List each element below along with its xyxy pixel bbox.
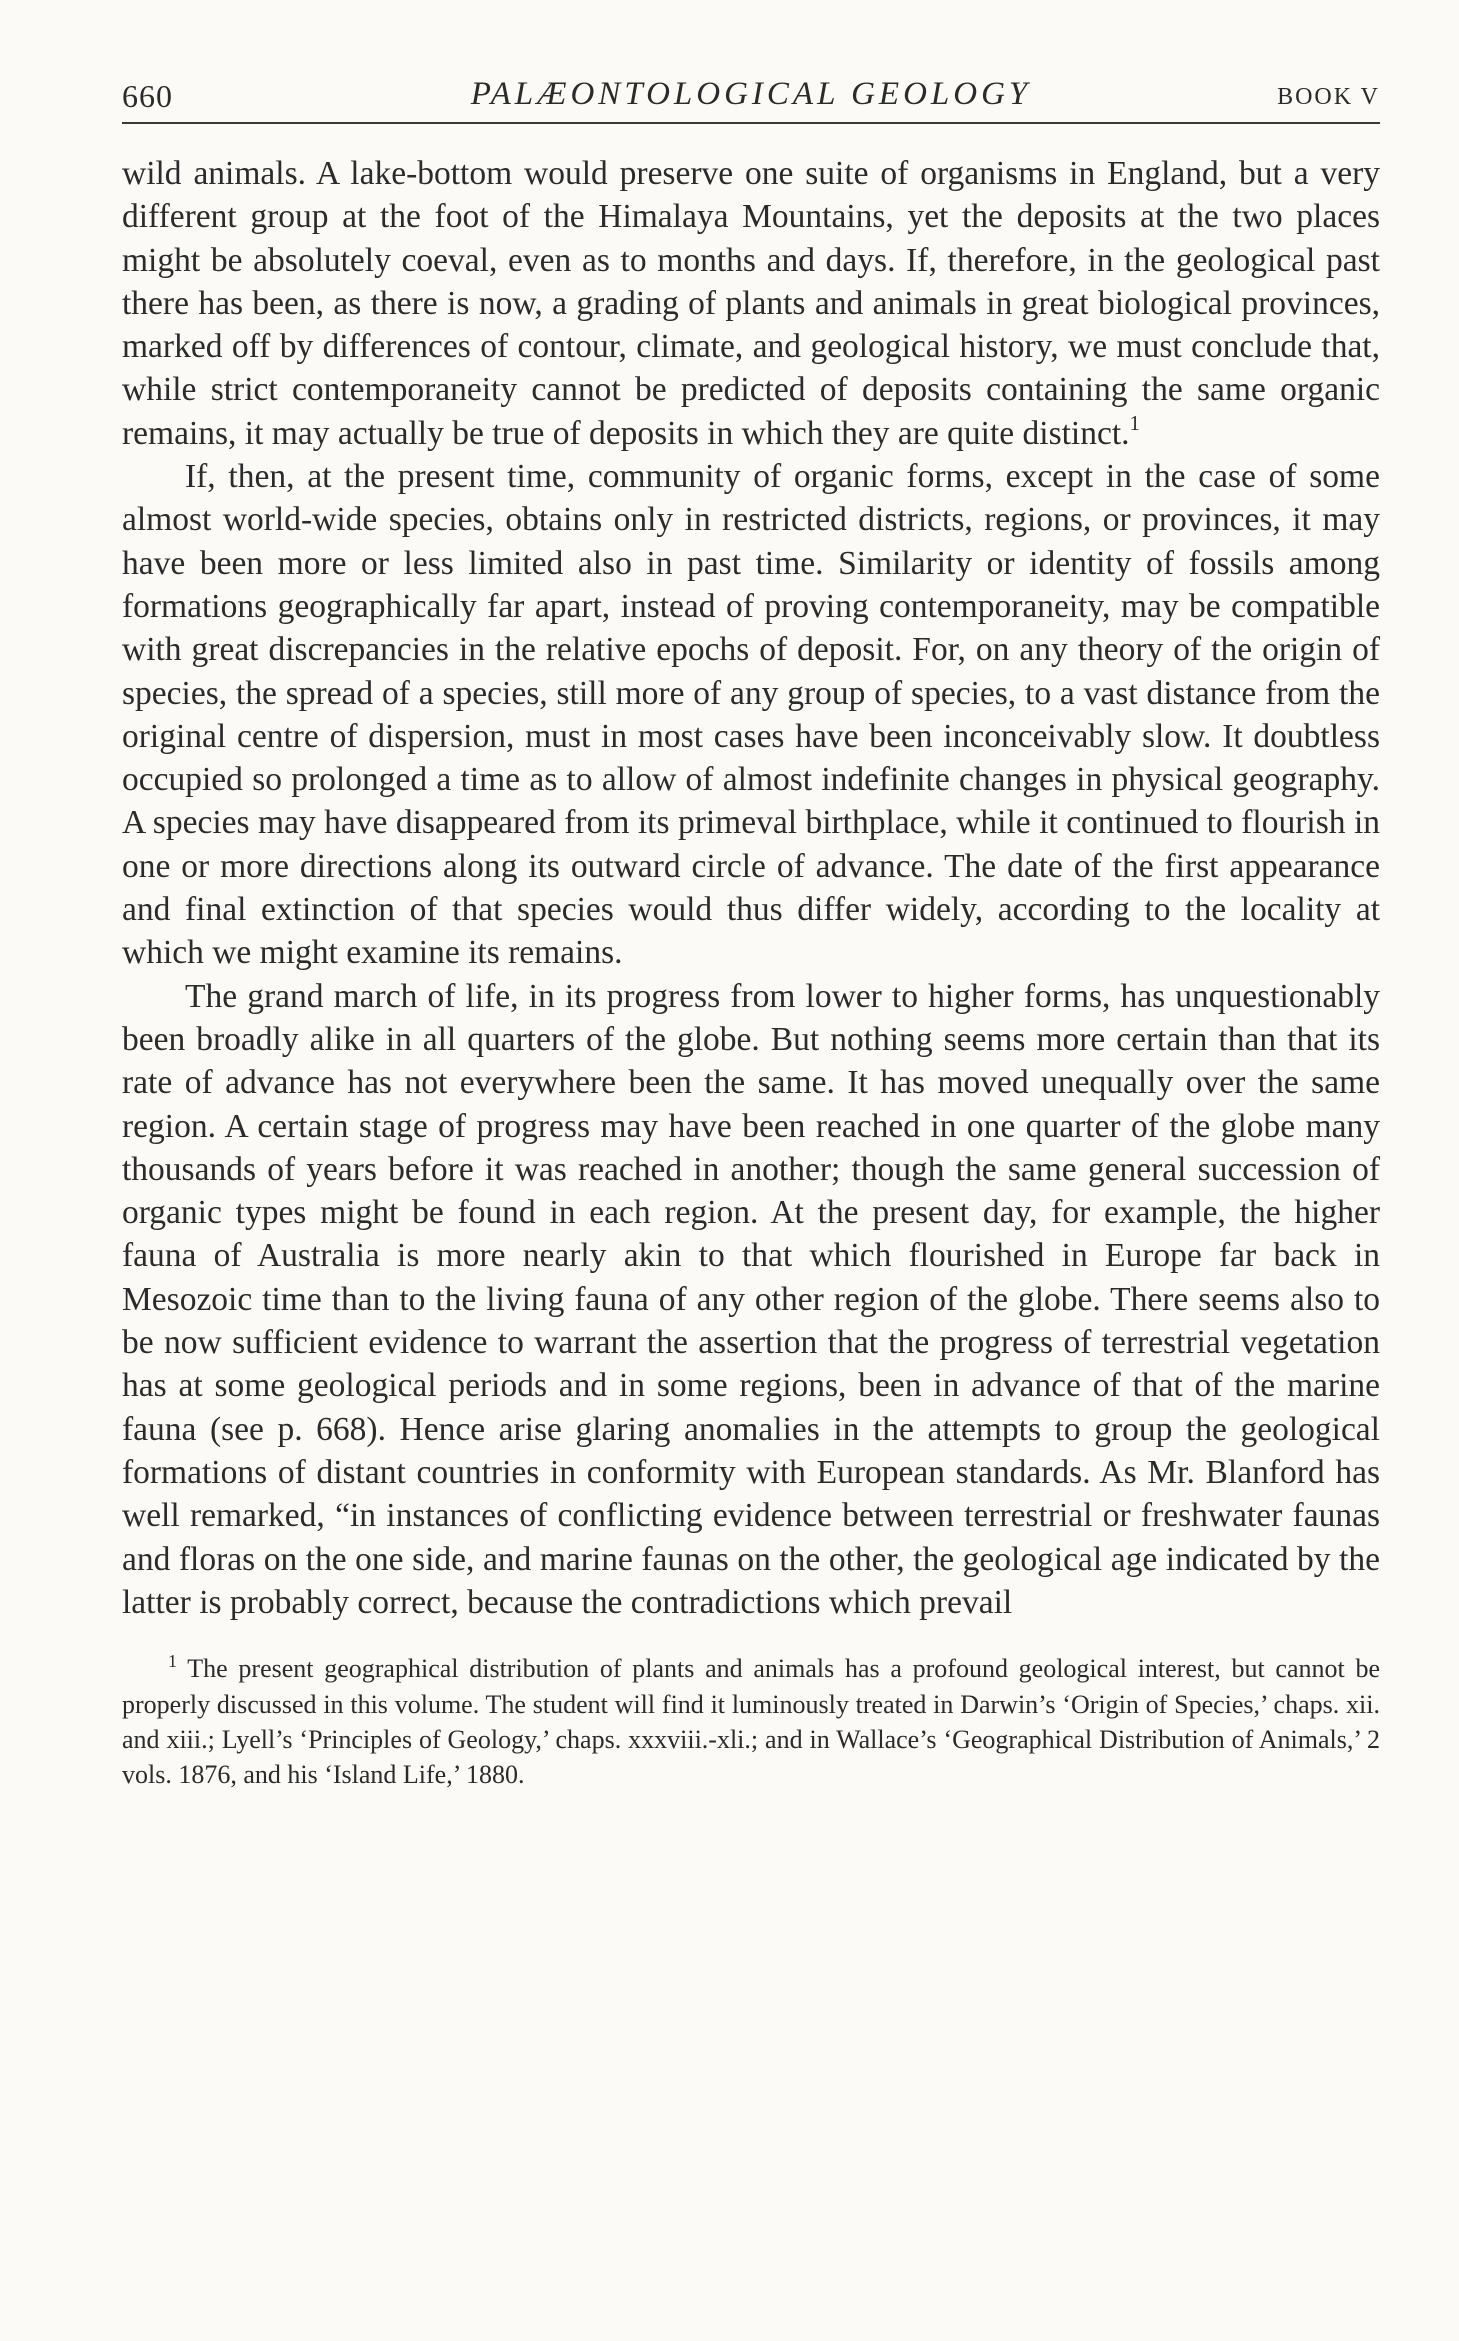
paragraph-3: The grand march of life, in its progress from lower to higher forms, has unquestionably been broadly alike in all quarters of the globe. But nothing seems more certain than that its rate of advance has not everywhere been the same. It has moved unequally over the same region. A certain stage of progress may have been reached in one quarter of the globe many thousands of years before it was reached in another; though the same general succession of organic types might be found in each region. At the present day, for example, the higher fauna of Australia is more nearly akin to that which flourished in Europe far back in Mesozoic time than to the living fauna of any other region of the globe. There seems also to be now sufficient evidence to warrant the assertion that the progress of terrestrial vegetation has at some geological periods and in some regions, been in advance of that of the marine fauna (see p. 668). Hence arise glaring anomalies in the attempts to group the geological formations of distant countries in conformity with European standards. As Mr. Blanford has well remarked, “in instances of conflicting evidence between terrestrial or freshwater faunas and floras on the one side, and marine faunas on the other, the geological age indicated by the latter is probably correct, because the contradictions which prevail [122, 977, 1380, 1621]
footnote-marker: 1 [168, 1651, 177, 1672]
footnote-text: The present geographical distribution of plants and animals has a profound geological interest, but cannot be properly discussed in this volume. The student will find it luminously treated in Darwin’s ‘Origin of Species,’ chaps. xii. and xiii.; Lyell’s ‘Principles of Geology,’ chaps. xxxviii.-xli.; and in Wallace’s ‘Geographical Distribution of Animals,’ 2 vols. 1876, and his ‘Island Life,’ 1880. [122, 1654, 1380, 1790]
book-page [122, 72, 1380, 1793]
paragraph-1-text: wild animals. A lake-bottom would preserve one suite of organisms in England, but a very different group at the foot of the Himalaya Mountains, yet the deposits at the two places might be absolutely coeval, even as to months and days. If, therefore, in the geological past there has been, as there is now, a grading of plants and animals in great biological provinces, marked off by differences of contour, climate, and geological history, we must conclude that, while strict contemporaneity cannot be predicted of deposits containing the same organic remains, it may actually be true of deposits in which they are quite distinct. [122, 155, 1380, 452]
footnote-1 [122, 1651, 1380, 1793]
footnote-reference[interactable]: 1 [1129, 410, 1141, 435]
footnotes [122, 1651, 1380, 1793]
running-header [122, 72, 1380, 124]
book-label: BOOK V [1277, 84, 1380, 110]
running-title: PALÆONTOLOGICAL GEOLOGY [470, 76, 1032, 112]
paragraph-1 [122, 152, 1380, 455]
paragraph-2: If, then, at the present time, community of organic forms, except in the case of some almost world-wide species, obtains only in restricted districts, regions, or provinces, it may have been more or less limited also in past time. Similarity or identity of fossils among formations geographically far apart, instead of proving contemporaneity, may be compatible with great discrepancies in the relative epochs of deposit. For, on any theory of the origin of species, the spread of a species, still more of any group of species, to a vast distance from the original centre of dispersion, must in most cases have been inconceivably slow. It doubtless occupied so prolonged a time as to allow of almost indefinite changes in physical geography. A species may have disappeared from its primeval birthplace, while it continued to flourish in one or more directions along its outward circle of advance. The date of the first appearance and final extinction of that species would thus differ widely, according to the locality at which we might examine its remains. [122, 458, 1380, 972]
body-text [122, 152, 1380, 1624]
page-number: 660 [122, 78, 173, 114]
